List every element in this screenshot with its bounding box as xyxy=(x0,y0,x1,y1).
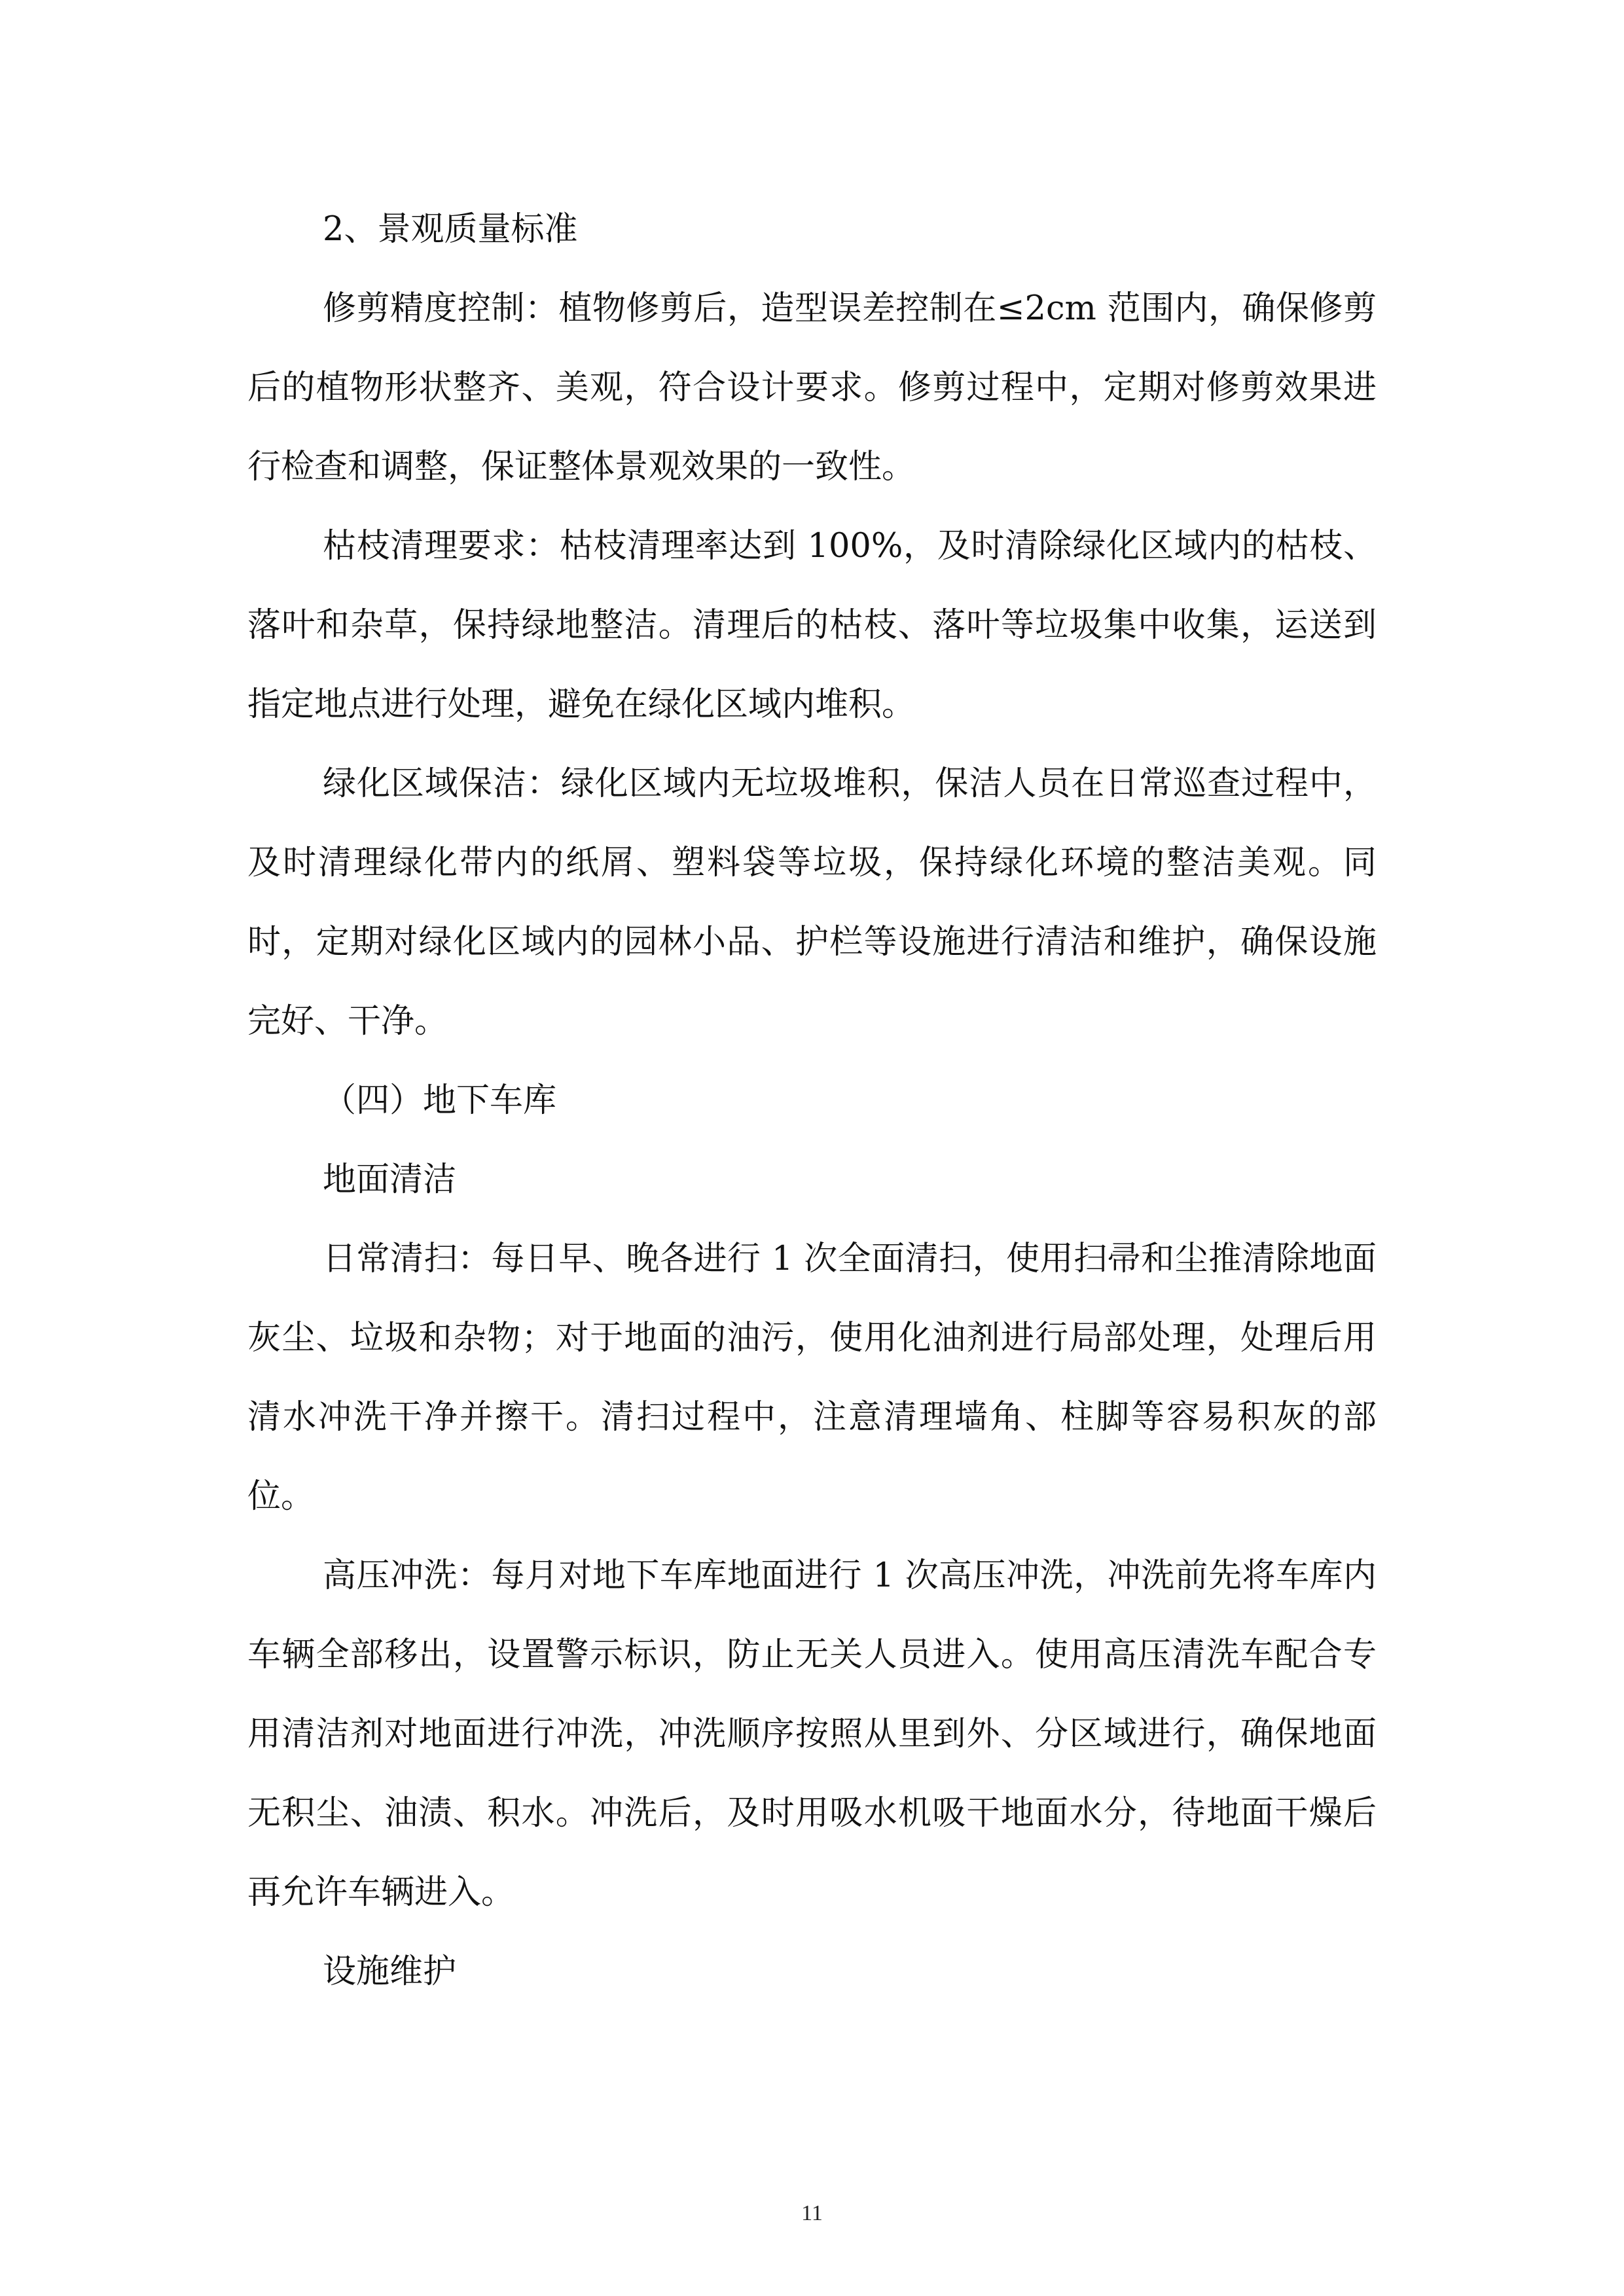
page-number: 11 xyxy=(801,2201,823,2225)
paragraph-deadwood-clearing: 枯枝清理要求：枯枝清理率达到 100%，及时清除绿化区域内的枯枝、落叶和杂草，保持绿地整洁。清理后的枯枝、落叶等垃圾集中收集，运送到指定地点进行处理，避免在绿化区域内堆积。 xyxy=(247,527,1377,724)
subheading-facility-maintenance: 设施维护 xyxy=(323,1952,457,1991)
section-heading-underground-garage: （四）地下车库 xyxy=(323,1081,557,1120)
paragraph-daily-sweeping: 日常清扫：每日早、晚各进行 1 次全面清扫，使用扫帚和尘推清除地面灰尘、垃圾和杂物；对于地面的油污，使用化油剂进行局部处理，处理后用清水冲洗干净并擦干。清扫过程中，注意清理墙角、柱脚等容易积灰的部位。 xyxy=(247,1240,1377,1516)
section-heading-landscape-quality: 2、景观质量标准 xyxy=(323,210,578,249)
document-body xyxy=(247,190,1377,2011)
paragraph-pruning-precision: 修剪精度控制：植物修剪后，造型误差控制在≤2cm 范围内，确保修剪后的植物形状整齐、美观，符合设计要求。修剪过程中，定期对修剪效果进行检查和调整，保证整体景观效果的一致性。 xyxy=(247,289,1377,486)
subheading-floor-cleaning: 地面清洁 xyxy=(323,1160,457,1199)
paragraph-green-area-cleaning: 绿化区域保洁：绿化区域内无垃圾堆积，保洁人员在日常巡查过程中，及时清理绿化带内的纸屑、塑料袋等垃圾，保持绿化环境的整洁美观。同时，定期对绿化区域内的园林小品、护栏等设施进行清洁和维护，确保设施完好、干净。 xyxy=(247,764,1377,1041)
paragraph-high-pressure-washing: 高压冲洗：每月对地下车库地面进行 1 次高压冲洗，冲洗前先将车库内车辆全部移出，设置警示标识，防止无关人员进入。使用高压清洗车配合专用清洁剂对地面进行冲洗，冲洗顺序按照从里到外、分区域进行，确保地面无积尘、油渍、积水。冲洗后，及时用吸水机吸干地面水分，待地面干燥后再允许车辆进入。 xyxy=(247,1556,1377,1912)
